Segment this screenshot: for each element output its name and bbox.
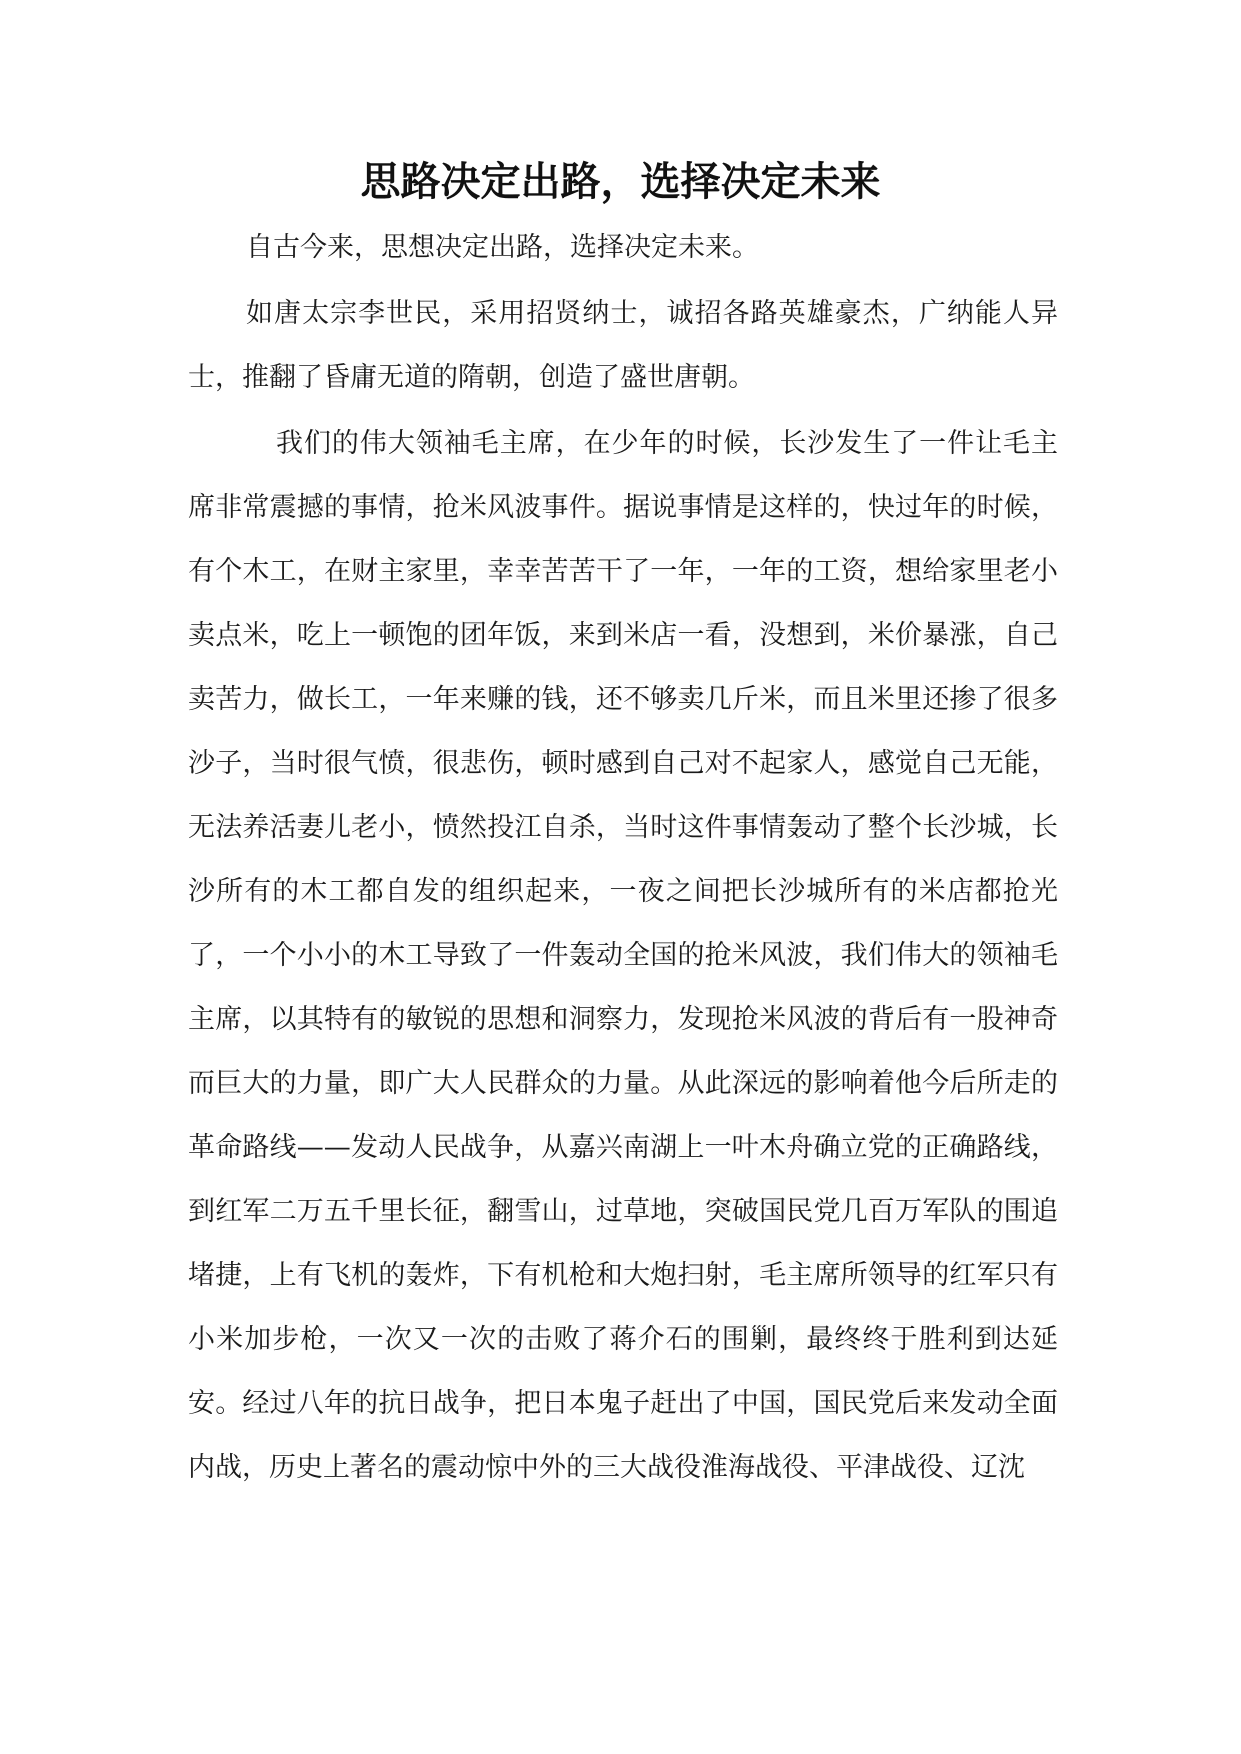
paragraph-tang-taizong: 如唐太宗李世民，采用招贤纳士，诚招各路英雄豪杰，广纳能人异士，推翻了昏庸无道的隋朝，创造了盛世唐朝。 (188, 298, 1058, 393)
paragraph-chairman-mao: 我们的伟大领袖毛主席，在少年的时候，长沙发生了一件让毛主席非常震撼的事情，抢米风波事件。据说事情是这样的，快过年的时候，有个木工，在财主家里，幸幸苦苦干了一年，一年的工资，想给家里老小卖点米，吃上一顿饱的团年饭，来到米店一看，没想到，米价暴涨，自己卖苦力，做长工，一年来赚的钱，还不够卖几斤米，而且米里还掺了很多沙子，当时很气愤，很悲伤，顿时感到自己对不起家人，感觉自己无能，无法养活妻儿老小，愤然投江自杀，当时这件事情轰动了整个长沙城，长沙所有的木工都自发的组织起来，一夜之间把长沙城所有的米店都抢光了，一个小小的木工导致了一件轰动全国的抢米风波，我们伟大的领袖毛主席，以其特有的敏锐的思想和洞察力，发现抢米风波的背后有一股神奇而巨大的力量，即广大人民群众的力量。从此深远的影响着他今后所走的革命路线——发动人民战争，从嘉兴南湖上一叶木舟确立党的正确路线，到红军二万五千里长征，翻雪山，过草地，突破国民党几百万军队的围追堵捷，上有飞机的轰炸，下有机枪和大炮扫射，毛主席所领导的红军只有小米加步枪，一次又一次的击败了蒋介石的围剿，最终终于胜利到达延安。经过八年的抗日战争，把日本鬼子赶出了中国，国民党后来发动全面内战，历史上著名的震动惊中外的三大战役淮海战役、平津战役、辽沈 (188, 428, 1058, 1483)
paragraph-intro: 自古今来，思想决定出路，选择决定未来。 (246, 232, 759, 263)
document-title: 思路决定出路，选择决定未来 (360, 158, 881, 205)
